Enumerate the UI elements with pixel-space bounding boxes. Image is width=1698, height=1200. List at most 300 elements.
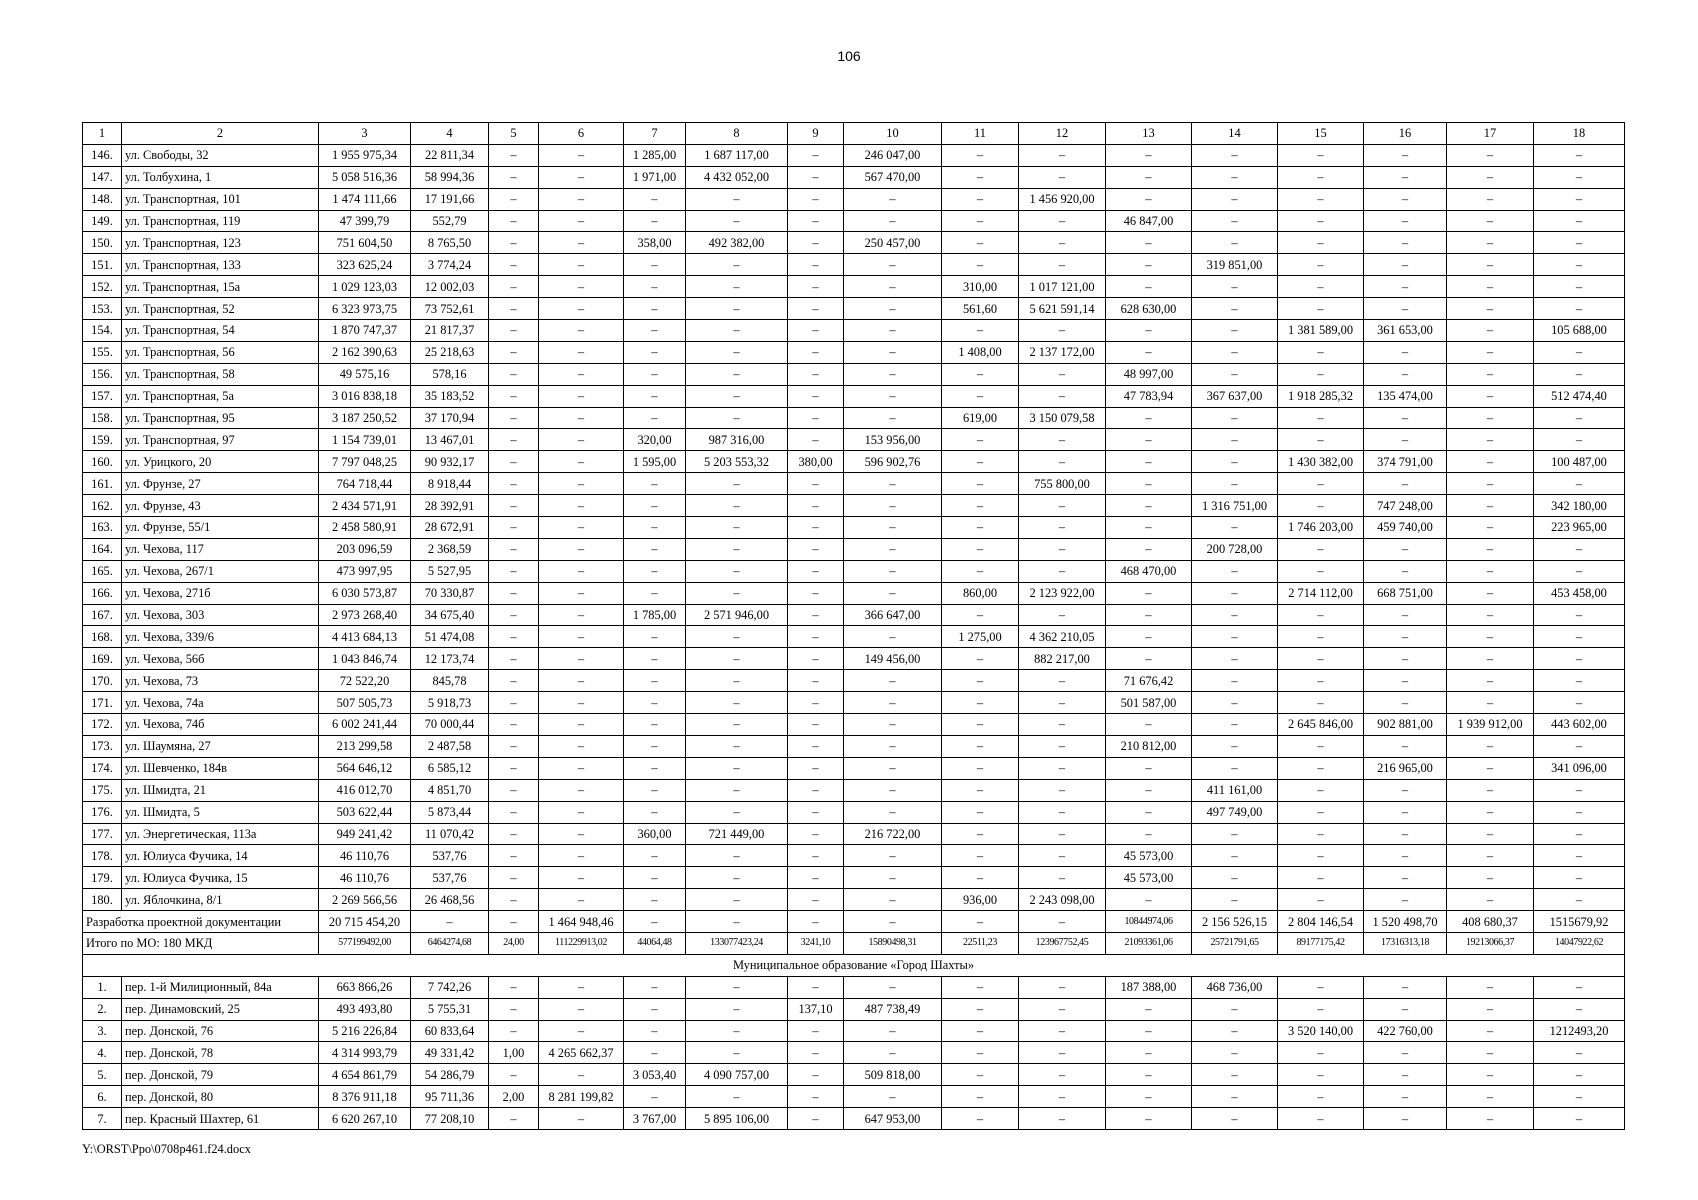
table-row <box>83 1086 1625 1108</box>
cell-col-4: 537,76 <box>411 867 489 889</box>
cell-col-16: – <box>1364 735 1447 757</box>
table-row <box>83 714 1625 736</box>
summary-cell-col-16: 1 520 498,70 <box>1364 911 1447 933</box>
cell-col-13: – <box>1106 495 1192 517</box>
cell-col-18: – <box>1534 341 1625 363</box>
cell-col-6: – <box>539 320 624 342</box>
cell-col-5: – <box>489 298 539 320</box>
cell-col-17: – <box>1447 517 1534 539</box>
cell-col-18: 100 487,00 <box>1534 451 1625 473</box>
cell-col-18: – <box>1534 1064 1625 1086</box>
summary-cell-col-14: 2 156 526,15 <box>1192 911 1278 933</box>
cell-col-17: – <box>1447 867 1534 889</box>
cell-col-13: – <box>1106 276 1192 298</box>
cell-col-6: – <box>539 1108 624 1130</box>
cell-col-5: – <box>489 451 539 473</box>
summary-cell-col-17: 19213066,37 <box>1447 932 1534 954</box>
cell-col-6: – <box>539 626 624 648</box>
cell-col-9: – <box>788 604 844 626</box>
cell-col-9: – <box>788 320 844 342</box>
cell-col-8: – <box>686 626 788 648</box>
cell-col-13: 45 573,00 <box>1106 867 1192 889</box>
cell-col-7: – <box>624 867 686 889</box>
cell-col-5: – <box>489 757 539 779</box>
summary-cell-col-4: 6464274,68 <box>411 932 489 954</box>
cell-col-17: – <box>1447 757 1534 779</box>
row-number-cell: 174. <box>83 757 122 779</box>
address-cell: ул. Шевченко, 184в <box>122 757 319 779</box>
cell-col-16: 374 791,00 <box>1364 451 1447 473</box>
cell-col-18: – <box>1534 845 1625 867</box>
cell-col-3: 503 622,44 <box>319 801 411 823</box>
cell-col-3: 2 973 268,40 <box>319 604 411 626</box>
cell-col-15: – <box>1278 341 1364 363</box>
address-cell: ул. Транспортная, 97 <box>122 429 319 451</box>
cell-col-14: – <box>1192 473 1278 495</box>
cell-col-9: – <box>788 276 844 298</box>
cell-col-7: – <box>624 1020 686 1042</box>
cell-col-10: – <box>844 495 942 517</box>
cell-col-9: – <box>788 560 844 582</box>
cell-col-11: – <box>942 1064 1019 1086</box>
cell-col-13: – <box>1106 254 1192 276</box>
cell-col-16: – <box>1364 1064 1447 1086</box>
table-row <box>83 735 1625 757</box>
cell-col-6: – <box>539 385 624 407</box>
cell-col-8: 5 895 106,00 <box>686 1108 788 1130</box>
summary-cell-col-5: – <box>489 911 539 933</box>
cell-col-8: – <box>686 495 788 517</box>
cell-col-5: – <box>489 801 539 823</box>
cell-col-7: – <box>624 648 686 670</box>
cell-col-4: 35 183,52 <box>411 385 489 407</box>
cell-col-17: – <box>1447 298 1534 320</box>
cell-col-12: – <box>1019 1064 1106 1086</box>
cell-col-16: 422 760,00 <box>1364 1020 1447 1042</box>
cell-col-5: – <box>489 166 539 188</box>
cell-col-3: 2 269 566,56 <box>319 889 411 911</box>
cell-col-8: 4 432 052,00 <box>686 166 788 188</box>
cell-col-17: – <box>1447 1064 1534 1086</box>
summary-block <box>83 911 1625 977</box>
address-cell: ул. Шмидта, 21 <box>122 779 319 801</box>
row-number-cell: 167. <box>83 604 122 626</box>
cell-col-18: – <box>1534 188 1625 210</box>
address-cell: ул. Фрунзе, 55/1 <box>122 517 319 539</box>
cell-col-5: – <box>489 473 539 495</box>
cell-col-9: – <box>788 779 844 801</box>
cell-col-5: – <box>489 560 539 582</box>
cell-col-18: – <box>1534 538 1625 560</box>
table-row <box>83 517 1625 539</box>
cell-col-5: – <box>489 626 539 648</box>
cell-col-15: – <box>1278 1108 1364 1130</box>
cell-col-9: – <box>788 363 844 385</box>
cell-col-15: – <box>1278 276 1364 298</box>
cell-col-15: – <box>1278 801 1364 823</box>
cell-col-6: – <box>539 473 624 495</box>
cell-col-14: 200 728,00 <box>1192 538 1278 560</box>
cell-col-14: – <box>1192 517 1278 539</box>
cell-col-5: – <box>489 823 539 845</box>
cell-col-17: – <box>1447 582 1534 604</box>
table-row <box>83 976 1625 998</box>
cell-col-10: – <box>844 210 942 232</box>
cell-col-14: – <box>1192 1064 1278 1086</box>
cell-col-12: 882 217,00 <box>1019 648 1106 670</box>
cell-col-8: – <box>686 407 788 429</box>
cell-col-5: – <box>489 429 539 451</box>
cell-col-17: – <box>1447 604 1534 626</box>
cell-col-18: – <box>1534 801 1625 823</box>
cell-col-16: – <box>1364 845 1447 867</box>
cell-col-8: – <box>686 582 788 604</box>
cell-col-14: – <box>1192 210 1278 232</box>
row-number-cell: 178. <box>83 845 122 867</box>
cell-col-7: 358,00 <box>624 232 686 254</box>
cell-col-3: 2 434 571,91 <box>319 495 411 517</box>
row-number-cell: 156. <box>83 363 122 385</box>
cell-col-6: – <box>539 735 624 757</box>
row-number-cell: 159. <box>83 429 122 451</box>
cell-col-3: 3 016 838,18 <box>319 385 411 407</box>
cell-col-18: – <box>1534 604 1625 626</box>
cell-col-3: 47 399,79 <box>319 210 411 232</box>
cell-col-11: – <box>942 670 1019 692</box>
cell-col-7: – <box>624 692 686 714</box>
cell-col-9: – <box>788 298 844 320</box>
cell-col-18: – <box>1534 823 1625 845</box>
cell-col-3: 751 604,50 <box>319 232 411 254</box>
cell-col-8: – <box>686 517 788 539</box>
cell-col-18: – <box>1534 232 1625 254</box>
row-number-cell: 165. <box>83 560 122 582</box>
row-number-cell: 1. <box>83 976 122 998</box>
cell-col-6: – <box>539 801 624 823</box>
cell-col-14: – <box>1192 232 1278 254</box>
cell-col-18: – <box>1534 298 1625 320</box>
cell-col-5: – <box>489 517 539 539</box>
address-cell: ул. Чехова, 117 <box>122 538 319 560</box>
cell-col-12: – <box>1019 823 1106 845</box>
column-header-4: 4 <box>411 123 489 145</box>
cell-col-8: – <box>686 1042 788 1064</box>
cell-col-10: – <box>844 188 942 210</box>
cell-col-17: – <box>1447 473 1534 495</box>
cell-col-17: – <box>1447 735 1534 757</box>
table-row <box>83 1108 1625 1130</box>
summary-cell-col-13: 10844974,06 <box>1106 911 1192 933</box>
cell-col-4: 77 208,10 <box>411 1108 489 1130</box>
cell-col-12: – <box>1019 801 1106 823</box>
cell-col-11: – <box>942 385 1019 407</box>
table-row <box>83 144 1625 166</box>
cell-col-10: 216 722,00 <box>844 823 942 845</box>
address-cell: ул. Чехова, 74б <box>122 714 319 736</box>
cell-col-12: – <box>1019 998 1106 1020</box>
cell-col-7: – <box>624 998 686 1020</box>
cell-col-6: – <box>539 341 624 363</box>
cell-col-9: – <box>788 495 844 517</box>
cell-col-4: 2 487,58 <box>411 735 489 757</box>
table-row <box>83 889 1625 911</box>
column-header-16: 16 <box>1364 123 1447 145</box>
cell-col-3: 1 474 111,66 <box>319 188 411 210</box>
cell-col-17: – <box>1447 1020 1534 1042</box>
cell-col-3: 49 575,16 <box>319 363 411 385</box>
cell-col-5: 2,00 <box>489 1086 539 1108</box>
cell-col-3: 72 522,20 <box>319 670 411 692</box>
table-row <box>83 254 1625 276</box>
cell-col-14: – <box>1192 626 1278 648</box>
cell-col-18: 453 458,00 <box>1534 582 1625 604</box>
cell-col-10: – <box>844 560 942 582</box>
cell-col-18: 341 096,00 <box>1534 757 1625 779</box>
cell-col-7: – <box>624 560 686 582</box>
cell-col-10: – <box>844 670 942 692</box>
cell-col-13: 45 573,00 <box>1106 845 1192 867</box>
table-row <box>83 188 1625 210</box>
summary-cell-col-5: 24,00 <box>489 932 539 954</box>
cell-col-18: 512 474,40 <box>1534 385 1625 407</box>
cell-col-17: – <box>1447 889 1534 911</box>
column-header-15: 15 <box>1278 123 1364 145</box>
cell-col-4: 5 873,44 <box>411 801 489 823</box>
cell-col-7: 3 767,00 <box>624 1108 686 1130</box>
cell-col-15: 1 430 382,00 <box>1278 451 1364 473</box>
cell-col-12: – <box>1019 517 1106 539</box>
row-number-cell: 169. <box>83 648 122 670</box>
cell-col-7: – <box>624 626 686 648</box>
cell-col-17: – <box>1447 210 1534 232</box>
cell-col-7: – <box>624 298 686 320</box>
cell-col-13: – <box>1106 714 1192 736</box>
cell-col-6: – <box>539 582 624 604</box>
cell-col-12: – <box>1019 867 1106 889</box>
table-row <box>83 1020 1625 1042</box>
cell-col-4: 5 918,73 <box>411 692 489 714</box>
cell-col-9: – <box>788 407 844 429</box>
cell-col-4: 60 833,64 <box>411 1020 489 1042</box>
cell-col-15: – <box>1278 735 1364 757</box>
cell-col-16: – <box>1364 779 1447 801</box>
cell-col-8: 721 449,00 <box>686 823 788 845</box>
cell-col-11: 561,60 <box>942 298 1019 320</box>
cell-col-7: 1 595,00 <box>624 451 686 473</box>
cell-col-9: – <box>788 341 844 363</box>
cell-col-15: – <box>1278 1064 1364 1086</box>
cell-col-14: – <box>1192 648 1278 670</box>
cell-col-13: – <box>1106 1086 1192 1108</box>
row-number-cell: 171. <box>83 692 122 714</box>
table-row <box>83 538 1625 560</box>
cell-col-8: 1 687 117,00 <box>686 144 788 166</box>
cell-col-16: – <box>1364 254 1447 276</box>
cell-col-6: – <box>539 604 624 626</box>
cell-col-15: – <box>1278 538 1364 560</box>
address-cell: ул. Транспортная, 15а <box>122 276 319 298</box>
cell-col-15: – <box>1278 976 1364 998</box>
address-cell: пер. Динамовский, 25 <box>122 998 319 1020</box>
cell-col-7: 1 785,00 <box>624 604 686 626</box>
cell-col-3: 323 625,24 <box>319 254 411 276</box>
cell-col-10: 487 738,49 <box>844 998 942 1020</box>
cell-col-7: – <box>624 254 686 276</box>
cell-col-7: – <box>624 757 686 779</box>
cell-col-15: – <box>1278 626 1364 648</box>
summary-cell-col-16: 17316313,18 <box>1364 932 1447 954</box>
column-header-2: 2 <box>122 123 319 145</box>
cell-col-6: – <box>539 976 624 998</box>
cell-col-15: – <box>1278 889 1364 911</box>
cell-col-9: – <box>788 517 844 539</box>
cell-col-13: – <box>1106 341 1192 363</box>
cell-col-3: 5 216 226,84 <box>319 1020 411 1042</box>
row-number-cell: 149. <box>83 210 122 232</box>
cell-col-13: – <box>1106 473 1192 495</box>
cell-col-16: 216 965,00 <box>1364 757 1447 779</box>
row-number-cell: 7. <box>83 1108 122 1130</box>
table-row <box>83 801 1625 823</box>
cell-col-5: – <box>489 144 539 166</box>
cell-col-15: – <box>1278 823 1364 845</box>
cell-col-13: – <box>1106 429 1192 451</box>
cell-col-15: 3 520 140,00 <box>1278 1020 1364 1042</box>
row-number-cell: 157. <box>83 385 122 407</box>
cell-col-13: – <box>1106 889 1192 911</box>
cell-col-7: – <box>624 714 686 736</box>
cell-col-14: – <box>1192 144 1278 166</box>
cell-col-15: – <box>1278 210 1364 232</box>
cell-col-14: – <box>1192 407 1278 429</box>
cell-col-16: – <box>1364 670 1447 692</box>
cell-col-13: 210 812,00 <box>1106 735 1192 757</box>
cell-col-13: – <box>1106 144 1192 166</box>
cell-col-14: – <box>1192 341 1278 363</box>
cell-col-10: – <box>844 1086 942 1108</box>
cell-col-13: 71 676,42 <box>1106 670 1192 692</box>
cell-col-12: – <box>1019 363 1106 385</box>
cell-col-8: – <box>686 735 788 757</box>
cell-col-5: – <box>489 582 539 604</box>
cell-col-11: – <box>942 801 1019 823</box>
cell-col-11: – <box>942 867 1019 889</box>
cell-col-16: – <box>1364 823 1447 845</box>
cell-col-7: 3 053,40 <box>624 1064 686 1086</box>
cell-col-4: 26 468,56 <box>411 889 489 911</box>
table-row <box>83 845 1625 867</box>
cell-col-5: – <box>489 385 539 407</box>
row-number-cell: 147. <box>83 166 122 188</box>
cell-col-12: – <box>1019 451 1106 473</box>
summary-cell-col-9: 3241,10 <box>788 932 844 954</box>
cell-col-9: – <box>788 232 844 254</box>
table-row <box>83 670 1625 692</box>
cell-col-10: 149 456,00 <box>844 648 942 670</box>
cell-col-18: – <box>1534 166 1625 188</box>
cell-col-8: – <box>686 998 788 1020</box>
cell-col-16: – <box>1364 1108 1447 1130</box>
cell-col-12: – <box>1019 210 1106 232</box>
cell-col-4: 28 672,91 <box>411 517 489 539</box>
cell-col-3: 6 002 241,44 <box>319 714 411 736</box>
address-cell: ул. Свободы, 32 <box>122 144 319 166</box>
cell-col-13: – <box>1106 1108 1192 1130</box>
table-row <box>83 320 1625 342</box>
cell-col-3: 5 058 516,36 <box>319 166 411 188</box>
cell-col-11: 936,00 <box>942 889 1019 911</box>
cell-col-10: 246 047,00 <box>844 144 942 166</box>
table-row <box>83 210 1625 232</box>
cell-col-18: – <box>1534 473 1625 495</box>
cell-col-16: – <box>1364 298 1447 320</box>
cell-col-14: – <box>1192 757 1278 779</box>
cell-col-7: – <box>624 210 686 232</box>
cell-col-13: 48 997,00 <box>1106 363 1192 385</box>
cell-col-13: 628 630,00 <box>1106 298 1192 320</box>
summary-cell-col-6: 1 464 948,46 <box>539 911 624 933</box>
cell-col-12: 5 621 591,14 <box>1019 298 1106 320</box>
row-number-cell: 152. <box>83 276 122 298</box>
cell-col-7: – <box>624 341 686 363</box>
cell-col-12: – <box>1019 1042 1106 1064</box>
cell-col-11: – <box>942 473 1019 495</box>
cell-col-16: – <box>1364 538 1447 560</box>
row-number-cell: 170. <box>83 670 122 692</box>
cell-col-13: – <box>1106 626 1192 648</box>
cell-col-9: – <box>788 1086 844 1108</box>
cell-col-3: 1 955 975,34 <box>319 144 411 166</box>
address-cell: ул. Чехова, 56б <box>122 648 319 670</box>
cell-col-17: – <box>1447 429 1534 451</box>
cell-col-7: – <box>624 363 686 385</box>
cell-col-16: 135 474,00 <box>1364 385 1447 407</box>
row-number-cell: 153. <box>83 298 122 320</box>
cell-col-7: – <box>624 517 686 539</box>
cell-col-10: – <box>844 801 942 823</box>
cell-col-5: – <box>489 232 539 254</box>
cell-col-16: – <box>1364 801 1447 823</box>
cell-col-5: – <box>489 998 539 1020</box>
cell-col-4: 49 331,42 <box>411 1042 489 1064</box>
cell-col-4: 21 817,37 <box>411 320 489 342</box>
cell-col-6: – <box>539 538 624 560</box>
cell-col-9: – <box>788 714 844 736</box>
cell-col-17: – <box>1447 998 1534 1020</box>
cell-col-17: – <box>1447 1108 1534 1130</box>
cell-col-16: – <box>1364 1042 1447 1064</box>
cell-col-5: – <box>489 1064 539 1086</box>
cell-col-14: – <box>1192 692 1278 714</box>
cell-col-11: – <box>942 779 1019 801</box>
cell-col-13: – <box>1106 582 1192 604</box>
address-cell: ул. Фрунзе, 27 <box>122 473 319 495</box>
table-row <box>83 495 1625 517</box>
cell-col-16: – <box>1364 648 1447 670</box>
column-header-11: 11 <box>942 123 1019 145</box>
cell-col-15: – <box>1278 604 1364 626</box>
row-number-cell: 175. <box>83 779 122 801</box>
cell-col-16: – <box>1364 604 1447 626</box>
column-header-3: 3 <box>319 123 411 145</box>
table-row <box>83 385 1625 407</box>
cell-col-8: – <box>686 670 788 692</box>
cell-col-9: 380,00 <box>788 451 844 473</box>
cell-col-12: 2 123 922,00 <box>1019 582 1106 604</box>
cell-col-3: 7 797 048,25 <box>319 451 411 473</box>
cell-col-17: – <box>1447 276 1534 298</box>
summary-cell-col-9: – <box>788 911 844 933</box>
